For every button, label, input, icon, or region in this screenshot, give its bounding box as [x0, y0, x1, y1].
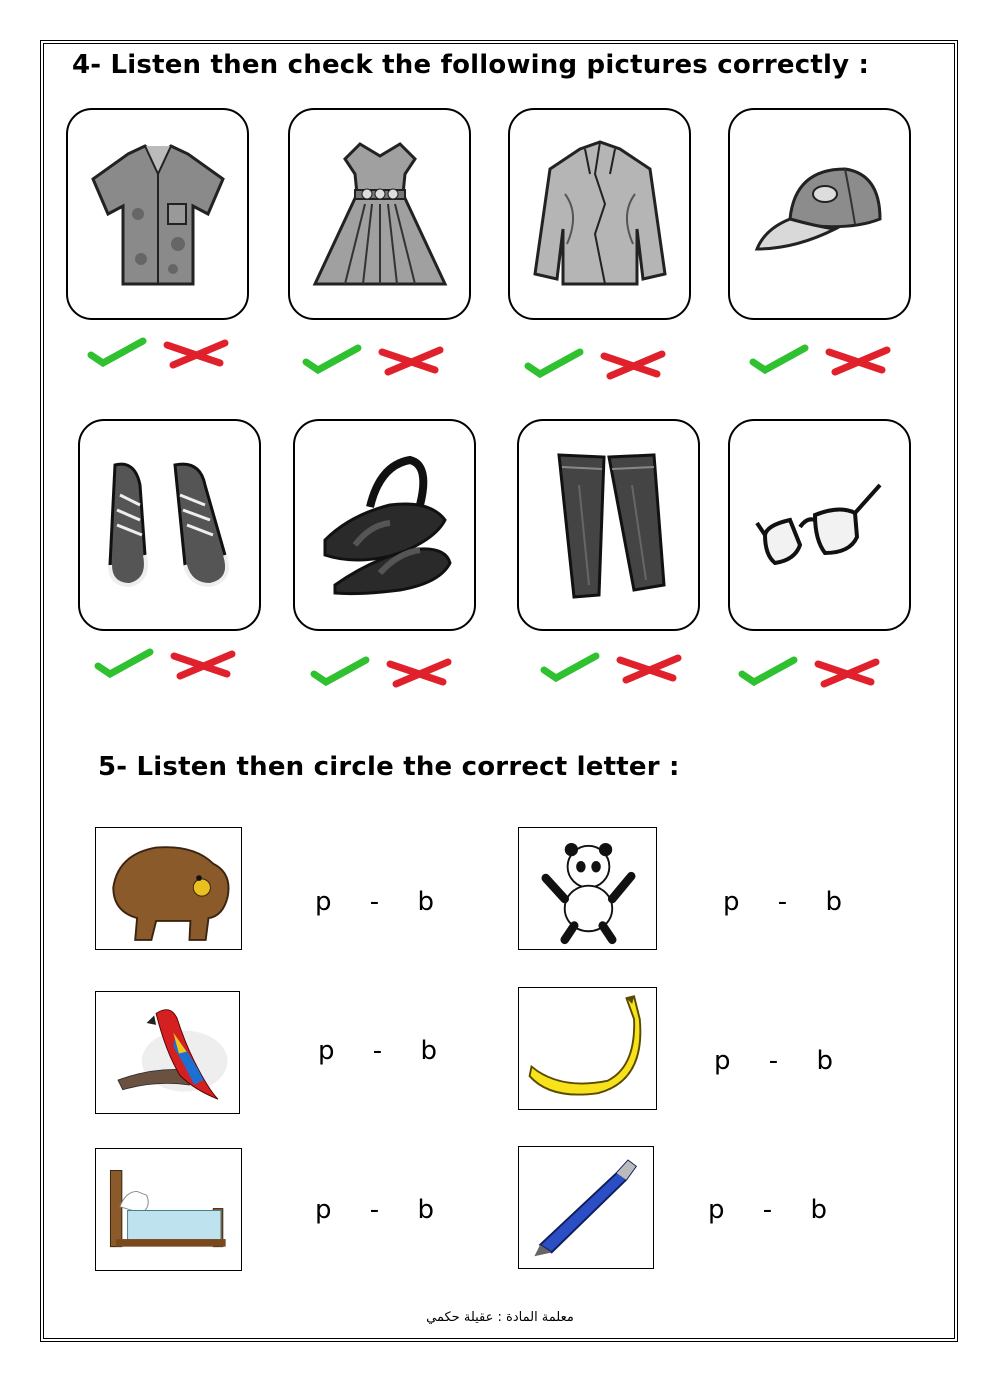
cross-icon	[167, 343, 225, 365]
cross-icon	[620, 658, 678, 680]
picture-banana	[518, 987, 657, 1110]
letters-banana[interactable]	[714, 1046, 833, 1076]
section-5-title: 5- Listen then circle the correct letter :	[98, 752, 680, 782]
separator: -	[762, 1195, 773, 1225]
check-cross-trousers[interactable]	[538, 648, 698, 688]
cross-icon	[818, 662, 876, 684]
letters-bear[interactable]	[315, 887, 434, 917]
option-b[interactable]: b	[417, 887, 434, 917]
jacket-icon	[525, 134, 675, 294]
picture-bear	[95, 827, 242, 950]
check-icon	[742, 660, 794, 682]
cross-icon	[829, 350, 887, 372]
panda-icon	[522, 830, 654, 948]
dress-icon	[305, 134, 455, 294]
card-trousers[interactable]	[517, 419, 700, 631]
card-sneakers[interactable]	[78, 419, 261, 631]
check-icon	[544, 656, 596, 678]
check-cross-cap[interactable]	[747, 340, 907, 380]
card-cap[interactable]	[728, 108, 911, 320]
letters-bed[interactable]	[315, 1195, 434, 1225]
separator: -	[768, 1046, 779, 1076]
check-icon	[98, 652, 150, 674]
check-icon	[314, 660, 366, 682]
separator: -	[777, 887, 788, 917]
letters-panda[interactable]	[723, 887, 842, 917]
option-p[interactable]: p	[723, 887, 740, 917]
cap-icon	[745, 134, 895, 294]
check-icon	[91, 341, 143, 363]
separator: -	[369, 1195, 380, 1225]
separator: -	[369, 887, 380, 917]
option-p[interactable]: p	[318, 1036, 335, 1066]
cross-icon	[390, 662, 448, 684]
check-cross-dress[interactable]	[300, 340, 460, 380]
banana-icon	[522, 990, 654, 1108]
option-b[interactable]: b	[825, 887, 842, 917]
letters-parrot[interactable]	[318, 1036, 437, 1066]
card-shirt[interactable]	[66, 108, 249, 320]
cross-icon	[382, 350, 440, 372]
option-p[interactable]: p	[714, 1046, 731, 1076]
check-cross-jacket[interactable]	[522, 344, 682, 384]
trousers-icon	[534, 445, 684, 605]
picture-parrot	[95, 991, 240, 1114]
pen-icon	[521, 1149, 651, 1267]
check-cross-sandals[interactable]	[308, 652, 468, 692]
option-b[interactable]: b	[420, 1036, 437, 1066]
card-jacket[interactable]	[508, 108, 691, 320]
option-p[interactable]: p	[708, 1195, 725, 1225]
option-p[interactable]: p	[315, 1195, 332, 1225]
picture-bed	[95, 1148, 242, 1271]
check-cross-sneakers[interactable]	[92, 644, 252, 684]
option-b[interactable]: b	[417, 1195, 434, 1225]
picture-panda	[518, 827, 657, 950]
sneakers-icon	[95, 445, 245, 605]
check-icon	[528, 352, 580, 374]
card-dress[interactable]	[288, 108, 471, 320]
sandals-icon	[310, 445, 460, 605]
check-cross-shirt[interactable]	[85, 333, 245, 373]
bear-icon	[99, 830, 239, 948]
option-p[interactable]: p	[315, 887, 332, 917]
section-4-title: 4- Listen then check the following pictures correctly :	[72, 50, 870, 80]
card-glasses[interactable]	[728, 419, 911, 631]
cross-icon	[174, 654, 232, 676]
card-sandals[interactable]	[293, 419, 476, 631]
picture-pen	[518, 1146, 654, 1269]
teacher-footer: معلمة المادة : عقيلة حكمي	[426, 1310, 574, 1325]
glasses-icon	[745, 445, 895, 605]
shirt-icon	[83, 134, 233, 294]
letters-pen[interactable]	[708, 1195, 827, 1225]
option-b[interactable]: b	[810, 1195, 827, 1225]
parrot-icon	[99, 994, 237, 1112]
check-icon	[306, 348, 358, 370]
check-cross-glasses[interactable]	[736, 652, 896, 692]
option-b[interactable]: b	[816, 1046, 833, 1076]
bed-icon	[99, 1151, 239, 1269]
separator: -	[372, 1036, 383, 1066]
check-icon	[753, 348, 805, 370]
cross-icon	[604, 354, 662, 376]
